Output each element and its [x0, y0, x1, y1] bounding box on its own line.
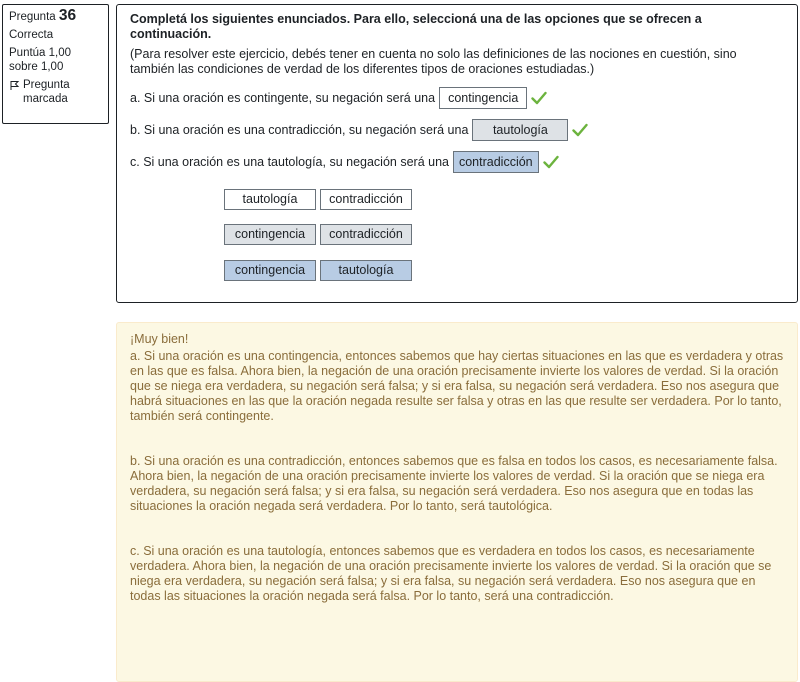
question-text: Completá los siguientes enunciados. Para ello, seleccioná una de las opciones que se ofrecen a continuación.	[130, 12, 702, 41]
drop-zone-b[interactable]: tautología	[472, 119, 568, 141]
drag-item-contradiccion[interactable]: contradicción	[320, 189, 412, 210]
drop-zone-a[interactable]: contingencia	[439, 87, 527, 109]
correct-check-icon	[572, 123, 588, 137]
statement-c	[130, 151, 784, 173]
statement-c-text: c. Si una oración es una tautología, su negación será una	[130, 154, 449, 169]
choice-group-3	[224, 260, 412, 281]
flag-icon	[9, 80, 20, 91]
drag-item-contingencia[interactable]: contingencia	[224, 224, 316, 245]
feedback-paragraph-b: b. Si una oración es una contradicción, entonces sabemos que es falsa en todos los casos, es necesariamente falsa. Ahora bien, la negación de una oración precisamente invierte los valores de verdad. Si la oración que se niega era verdadera, su negación será falsa; y si era falsa, su negación será verdadera. Eso nos asegura que en todas las situaciones la oración negada será verdadera. Por lo tanto, será tautológica.	[130, 454, 778, 513]
statement-b-text: b. Si una oración es una contradicción, su negación será una	[130, 122, 469, 137]
question-number: 36	[58, 7, 77, 24]
question-note: (Para resolver este ejercicio, debés tener en cuenta no solo las definiciones de las nociones en cuestión, sino también las condiciones de verdad de los diferentes tipos de oraciones estudiadas.)	[130, 47, 737, 76]
drop-zone-c[interactable]: contradicción	[453, 151, 539, 173]
feedback-panel	[116, 322, 798, 682]
statement-a	[130, 87, 784, 109]
flag-question-link[interactable]	[9, 78, 102, 106]
question-info-panel	[2, 4, 109, 124]
drag-item-contingencia[interactable]: contingencia	[224, 260, 316, 281]
drag-item-contradiccion[interactable]: contradicción	[320, 224, 412, 245]
feedback-intro: ¡Muy bien!	[130, 332, 189, 346]
feedback-paragraph-c: c. Si una oración es una tautología, entonces sabemos que es verdadera en todos los casos, es necesariamente verdadera. Ahora bien, la negación de una oración precisamente invierte los valores de verdad. Si la oración que se niega era verdadera, su negación será falsa; y si era falsa, su negación será verdadera. Eso nos asegura que en todas las situaciones la oración negada será falsa. Por lo tanto, será una contradicción.	[130, 544, 772, 603]
correct-check-icon	[543, 155, 559, 169]
question-title-prefix: Pregunta	[9, 11, 56, 23]
question-state: Correcta	[9, 29, 54, 41]
correct-check-icon	[531, 91, 547, 105]
question-title	[9, 9, 102, 24]
choice-group-2	[224, 224, 412, 245]
drag-item-tautologia[interactable]: tautología	[224, 189, 316, 210]
drag-item-tautologia[interactable]: tautología	[320, 260, 412, 281]
flag-label: Pregunta marcada	[23, 79, 70, 105]
feedback-paragraph-a: a. Si una oración es una contingencia, entonces sabemos que hay ciertas situaciones en las que es verdadera y otras en las que es falsa. Ahora bien, la negación de una oración precisamente invierte los valores de verdad. Si la oración que se niega era verdadera, su negación será falsa; y si era falsa, su negación será verdadera. Eso nos asegura que habrá situaciones en las que la oración negada resulte ser falsa y otras en las que resulte ser verdadera. Por lo tanto, también será contingente.	[130, 349, 784, 423]
question-content	[116, 4, 798, 303]
choice-group-1	[224, 189, 412, 210]
question-grade: Puntúa 1,00 sobre 1,00	[9, 47, 72, 73]
statement-a-text: a. Si una oración es contingente, su negación será una	[130, 90, 436, 105]
statement-b	[130, 119, 784, 141]
